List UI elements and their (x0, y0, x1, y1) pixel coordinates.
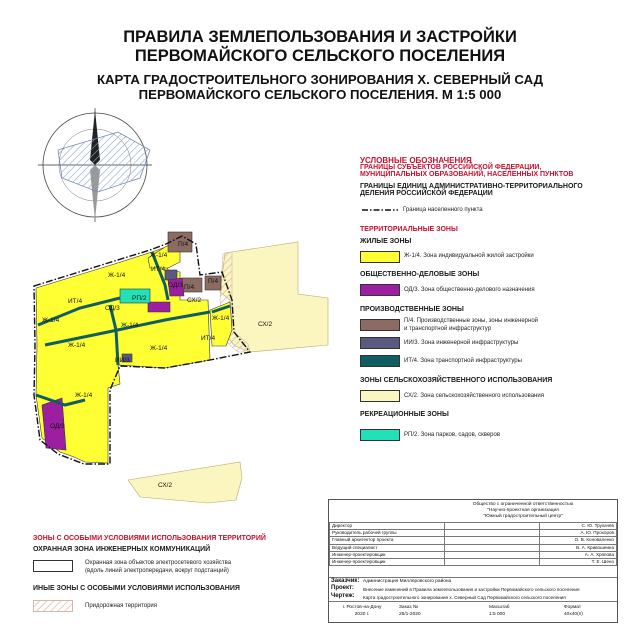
stamp-person: О. В. Коноваленко (540, 537, 617, 544)
label-zh14-4: Ж-1/4 (121, 322, 139, 329)
stamp-order: Заказ № 25/1-2020 (399, 605, 421, 617)
stamp-organization: Общество с ограниченной ответственностью "Научно-проектная организация "Южный градостроительный центр" (472, 502, 574, 519)
legend-residential-head: ЖИЛЫЕ ЗОНЫ (360, 238, 412, 245)
label-sh2-1: СХ/2 (187, 297, 202, 304)
stamp-role: Инженер-проектировщик (330, 551, 445, 558)
stamp-role: Директор (330, 523, 445, 530)
label-it4-2: ИТ/4 (68, 298, 83, 305)
stamp-row (330, 537, 617, 544)
stamp-staff-table (329, 522, 617, 566)
stamp-project: Внесение изменений в Правила землепользования и застройки Первомайского сельского поселения (363, 587, 580, 592)
stamp-customer-label: Заказчик: (331, 578, 360, 584)
legend-admin-head: ГРАНИЦЫ ЕДИНИЦ АДМИНИСТРАТИВНО-ТЕРРИТОРИАЛЬНОГО ДЕЛЕНИЯ РОССИЙСКОЙ ФЕДЕРАЦИИ (360, 183, 583, 197)
stamp-role: Руководитель рабочей группы (330, 530, 445, 537)
map-title-line-1: ПРАВИЛА ЗЕМЛЕПОЛЬЗОВАНИЯ И ЗАСТРОЙКИ (123, 28, 517, 46)
stamp-person: Т. Е. Шено (540, 559, 617, 566)
label-zh14-1: Ж-1/4 (108, 272, 126, 279)
legend-residential-item: Ж-1/4. Зона индивидуальной жилой застройки (404, 253, 534, 259)
stamp-person: С. Ю. Трухачёв (540, 523, 617, 530)
compass-rose-icon (38, 108, 152, 222)
stamp-row (330, 559, 617, 566)
legend-recreation-item: РП/2. Зона парков, садов, скверов (404, 432, 501, 438)
stamp-scale: Масштаб 1:5 000 (489, 605, 510, 617)
title-block (328, 499, 618, 623)
stamp-role: Инженер-проектировщик (330, 559, 445, 566)
legend-residential-swatch (360, 251, 400, 263)
stamp-customer: Администрация Миллеровского района (363, 579, 452, 584)
legend-engineering-swatch (360, 337, 400, 349)
stamp-role: Ведущий специалист (330, 544, 445, 551)
label-zh14-6: Ж-1/4 (68, 342, 86, 349)
legend-public-head: ОБЩЕСТВЕННО-ДЕЛОВЫЕ ЗОНЫ (360, 271, 480, 278)
legend-agri-item: СХ/2. Зона сельскохозяйственного использования (404, 393, 544, 399)
stamp-signature (445, 551, 540, 558)
label-p4-1: П/4 (178, 241, 189, 248)
stamp-signature (445, 530, 540, 537)
label-sh2-2: СХ/2 (258, 321, 273, 328)
legend-boundaries-head: ГРАНИЦЫ СУБЪЕКТОВ РОССИЙСКОЙ ФЕДЕРАЦИИ, МУНИЦИПАЛЬНЫХ ОБРАЗОВАНИЙ, НАСЕЛЕННЫХ ПУНКТОВ (360, 164, 574, 178)
stamp-row (330, 544, 617, 551)
label-zh14-3: Ж-1/4 (42, 317, 60, 324)
stamp-city-year: г. Ростов-на-Дону 2020 г. (342, 605, 382, 617)
power-zone-swatch (33, 560, 73, 572)
legend-production-item: П/4. Производственные зоны, зоны инженерной и транспортной инфраструктур (404, 318, 539, 332)
stamp-format: Формат 40х40(п) (564, 605, 583, 617)
label-it4-3: ИТ/4 (201, 335, 216, 342)
map-subtitle-line-1: КАРТА ГРАДОСТРОИТЕЛЬНОГО ЗОНИРОВАНИЯ Х. СЕВЕРНЫЙ САД (96, 72, 544, 87)
legend-recreation-head: РЕКРЕАЦИОННЫЕ ЗОНЫ (360, 411, 449, 418)
label-od3-2: ОД/3 (105, 305, 120, 312)
legend-public-swatch (360, 284, 400, 296)
special-other-head: ИНЫЕ ЗОНЫ С ОСОБЫМИ УСЛОВИЯМИ ИСПОЛЬЗОВАНИЯ (33, 585, 240, 592)
legend-settlement-boundary: Граница населенного пункта (403, 207, 483, 213)
legend-public-item: ОД/3. Зона общественно-делового назначения (404, 287, 535, 293)
label-zh14-8: Ж-1/4 (75, 392, 93, 399)
special-engineering-head: ОХРАННАЯ ЗОНА ИНЖЕНЕРНЫХ КОММУНИКАЦИЙ (33, 546, 211, 553)
stamp-signature (445, 537, 540, 544)
stamp-row (330, 523, 617, 530)
stamp-row (330, 530, 617, 537)
label-rp2: РП/2 (132, 295, 147, 302)
label-it4-1: ИТ/4 (151, 266, 166, 273)
label-ii3: ИИ/3 (115, 357, 130, 364)
legend-agri-swatch (360, 390, 400, 402)
zone-sh2-south[interactable] (128, 462, 242, 503)
stamp-person: А. Ю. Прохоров (540, 530, 617, 537)
special-zones-title: ЗОНЫ С ОСОБЫМИ УСЛОВИЯМИ ИСПОЛЬЗОВАНИЯ ТЕРРИТОРИЙ (33, 535, 266, 542)
stamp-project-label: Проект: (331, 585, 354, 591)
label-p4-3: П/4 (208, 278, 219, 285)
stamp-drawing-label: Чертеж: (331, 593, 355, 599)
stamp-signature (445, 523, 540, 530)
label-p4-2: П/4 (184, 284, 195, 291)
label-zh14-2: Ж-1/4 (150, 252, 168, 259)
legend-production-head: ПРОИЗВОДСТВЕННЫЕ ЗОНЫ (360, 306, 464, 313)
legend-transport-swatch (360, 355, 400, 367)
legend-agri-head: ЗОНЫ СЕЛЬСКОХОЗЯЙСТВЕННОГО ИСПОЛЬЗОВАНИЯ (360, 377, 553, 384)
stamp-role: Главный архитектор проекта (330, 537, 445, 544)
legend-transport-item: ИТ/4. Зона транспортной инфраструктуры (404, 358, 522, 364)
label-zh14-5: Ж-1/4 (212, 315, 230, 322)
legend-territorial-head: ТЕРРИТОРИАЛЬНЫЕ ЗОНЫ (360, 226, 458, 233)
label-od3-1: ОД/3 (168, 282, 183, 289)
stamp-signature (445, 544, 540, 551)
stamp-drawing: Карта градостроительного зонирования х. Северный Сад Первомайского сельского поселения (363, 595, 566, 600)
label-sh2-3: СХ/2 (158, 482, 173, 489)
legend-engineering-item: ИИ/3. Зона инженерной инфраструктуры (404, 340, 519, 346)
legend-production-swatch (360, 319, 400, 331)
zone-ii3-north[interactable] (165, 270, 177, 280)
legend-title: УСЛОВНЫЕ ОБОЗНАЧЕНИЯ (360, 156, 472, 165)
stamp-row (330, 551, 617, 558)
zone-od3-mid[interactable] (148, 302, 170, 312)
stamp-person: В. А. Кривошеина (540, 544, 617, 551)
stamp-person: А. А. Хряпова (540, 551, 617, 558)
label-zh14-7: Ж-1/4 (150, 345, 168, 352)
settlement-boundary-swatch (360, 205, 400, 215)
special-road-item: Придорожная территория (85, 603, 158, 609)
special-power-item: Охранная зона объектов электросетевого хозяйства (вдоль линий электропередачи, вокруг подстанций) (85, 560, 232, 574)
map-title-line-2: ПЕРВОМАЙСКОГО СЕЛЬСКОГО ПОСЕЛЕНИЯ (134, 47, 506, 65)
legend-recreation-swatch (360, 429, 400, 441)
stamp-signature (445, 559, 540, 566)
map-subtitle-line-2: ПЕРВОМАЙСКОГО СЕЛЬСКОГО ПОСЕЛЕНИЯ. М 1:5 000 (138, 87, 502, 102)
label-od3-3: ОД/3 (50, 423, 65, 430)
road-zone-swatch (33, 600, 73, 612)
